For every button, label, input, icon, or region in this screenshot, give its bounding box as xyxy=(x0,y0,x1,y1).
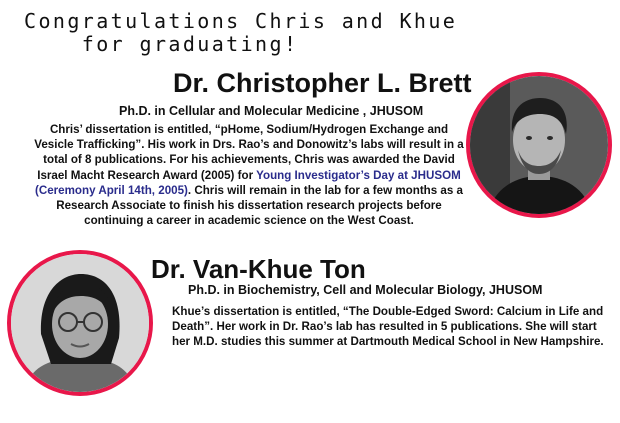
portrait-photo-icon xyxy=(11,254,149,392)
khue-photo xyxy=(7,250,153,396)
headline-line-2: for graduating! xyxy=(81,32,299,56)
headline-line-1: Congratulations Chris and Khue xyxy=(24,9,458,33)
headline xyxy=(24,10,457,56)
chris-text-before-link: Chris’ dissertation is entitled, “pHome, Sodium/Hydrogen Exchange and Vesicle Trafficking”. His work in Drs. Rao’s and Donowitz’s labs will result in a total of 8 publications. For his achievements, Chris was awarded the David Israel Macht Research Award (2005) for xyxy=(34,123,464,182)
khue-degree: Ph.D. in Biochemistry, Cell and Molecular Biology, JHUSOM xyxy=(188,283,543,297)
young-investigators-day-link[interactable]: Young Investigator’s Day at JHUSOM (Ceremony April 14th, 2005) xyxy=(34,168,461,197)
chris-degree: Ph.D. in Cellular and Molecular Medicine , JHUSOM xyxy=(119,104,424,118)
khue-description: Khue’s dissertation is entitled, “The Double-Edged Sword: Calcium in Life and Death”. Her work in Dr. Rao’s lab has resulted in 5 publications. She will start her M.D. studies this summer at Dartmouth Medical School in New Hampshire. xyxy=(172,305,604,349)
khue-name: Dr. Van-Khue Ton xyxy=(151,254,366,284)
portrait-photo-icon xyxy=(470,76,608,214)
chris-description xyxy=(34,122,464,228)
chris-text-after-link: . Chris will remain in the lab for a few months as a Research Associate to finish his dissertation research projects before continuing a career in academic science on the West Coast. xyxy=(56,183,463,228)
chris-name: Dr. Christopher L. Brett xyxy=(173,68,472,98)
chris-photo xyxy=(466,72,612,218)
